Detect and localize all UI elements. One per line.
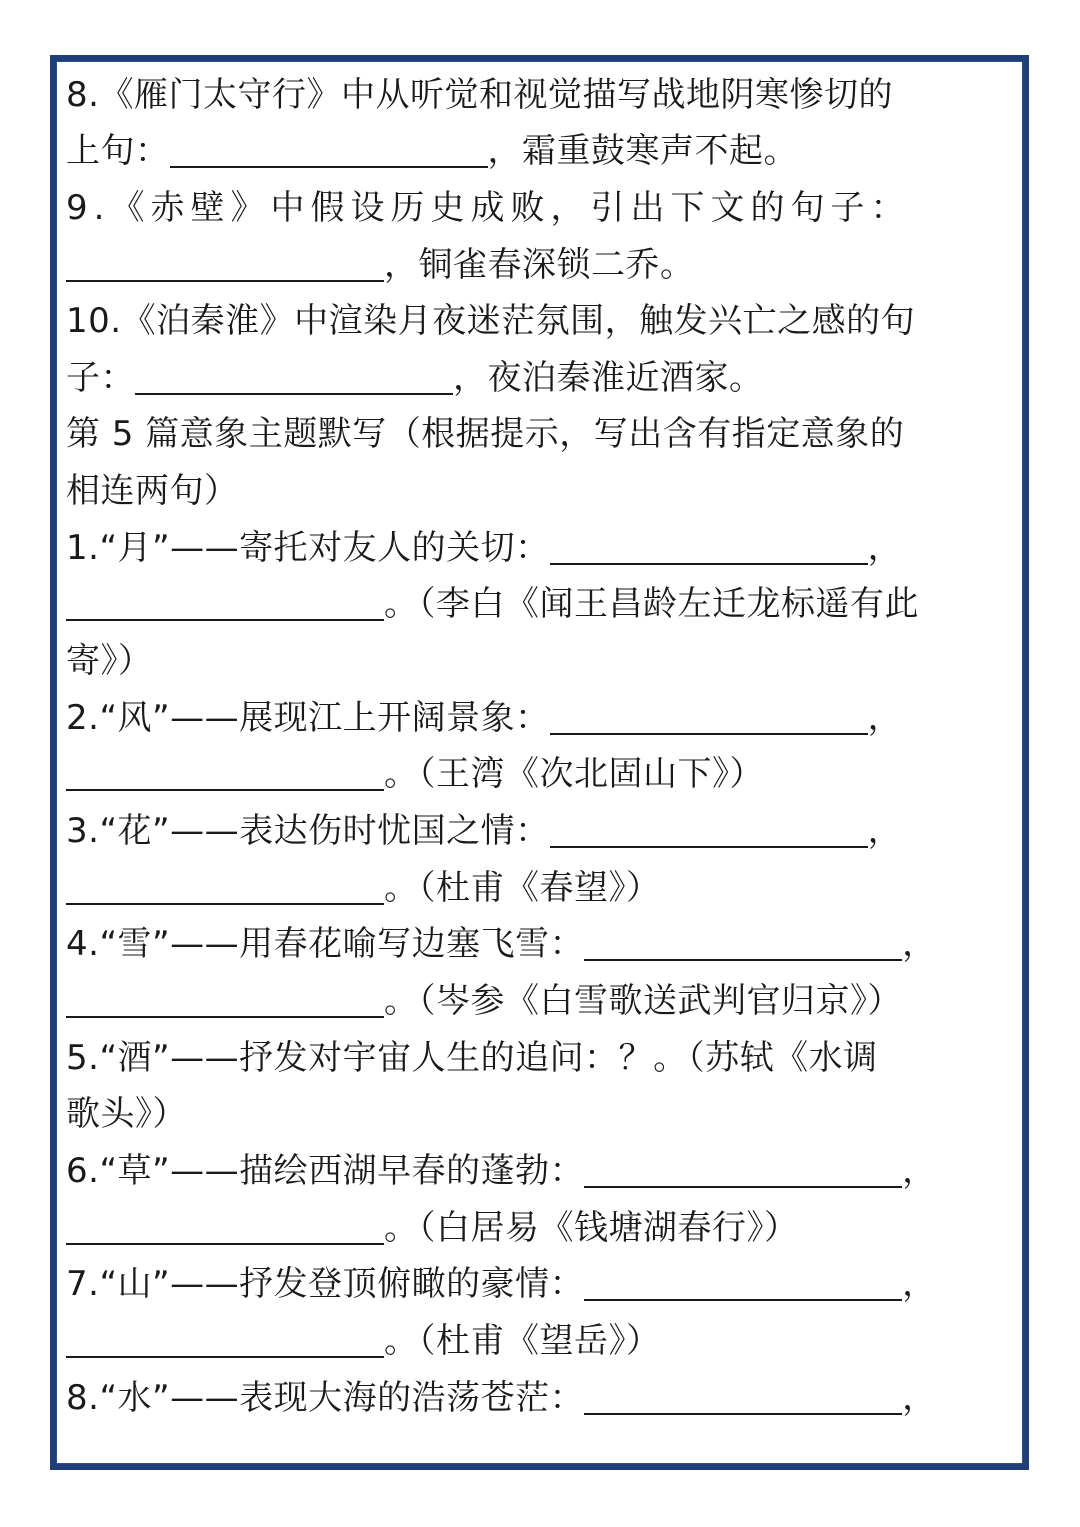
item-2-line-2: 。（王湾《次北固山下》） [66, 746, 764, 802]
answer-blank[interactable] [66, 1320, 384, 1358]
item-6-line-1: 6.“草”——描绘西湖早春的蓬勃： ， [66, 1151, 937, 1191]
answer-blank[interactable] [584, 923, 902, 961]
item-3-line-2: 。（杜甫《春望》） [66, 860, 661, 916]
answer-blank[interactable] [550, 810, 868, 848]
item-1-line-1: 1.“月”——寄托对友人的关切： ， [66, 528, 903, 568]
item-7-line-1: 7.“山”——抒发登顶俯瞰的豪情： ， [66, 1264, 937, 1304]
answer-blank[interactable] [584, 1263, 902, 1301]
item-8-line-1: 8.“水”——表现大海的浩荡苍茫： ， [66, 1378, 937, 1418]
item-7-line-2: 。（杜甫《望岳》） [66, 1313, 661, 1369]
section-title-line-2: 相连两句） [66, 471, 239, 511]
answer-blank[interactable] [584, 1377, 902, 1415]
question-10-line-1: 10.《泊秦淮》中渲染月夜迷茫氛围，触发兴亡之感的句 [66, 301, 916, 341]
item-2-line-1: 2.“风”——展现江上开阔景象： ， [66, 698, 903, 738]
question-8-line-1: 8.《雁门太守行》中从听觉和视觉描写战地阴寒惨切的 [66, 75, 893, 115]
question-9-line-1: 9.《赤壁》中假设历史成败，引出下文的句子： [66, 188, 911, 228]
section-title-line-1: 第 5 篇意象主题默写（根据提示，写出含有指定意象的 [66, 414, 905, 454]
answer-blank[interactable] [66, 1207, 384, 1245]
item-1-line-2: 。（李白《闻王昌龄左迁龙标遥有此 [66, 576, 919, 632]
answer-blank[interactable] [170, 130, 488, 168]
question-8-line-2: 上句： ，霜重鼓寒声不起。 [66, 131, 798, 171]
answer-blank[interactable] [550, 697, 868, 735]
item-4-line-1: 4.“雪”——用春花喻写边塞飞雪： ， [66, 924, 937, 964]
answer-blank[interactable] [66, 753, 384, 791]
item-3-line-1: 3.“花”——表达伤时忧国之情： ， [66, 811, 903, 851]
item-6-line-2: 。（白居易《钱塘湖春行》） [66, 1200, 799, 1256]
answer-blank[interactable] [550, 527, 868, 565]
answer-blank[interactable] [66, 583, 384, 621]
question-9-line-2: ，铜雀春深锁二乔。 [66, 237, 695, 293]
answer-blank[interactable] [66, 867, 384, 905]
answer-blank[interactable] [135, 357, 453, 395]
answer-blank[interactable] [66, 980, 384, 1018]
item-1-line-3: 寄》） [66, 641, 153, 681]
question-10-line-2: 子： ，夜泊秦淮近酒家。 [66, 358, 764, 398]
answer-blank[interactable] [584, 1150, 902, 1188]
item-5-line-2: 歌头》） [66, 1094, 187, 1134]
item-4-line-2: 。（岑参《白雪歌送武判官归京》） [66, 973, 902, 1029]
item-5-line-1: 5.“酒”——抒发对宇宙人生的追问：？。（苏轼《水调 [66, 1038, 878, 1078]
answer-blank[interactable] [66, 244, 384, 282]
